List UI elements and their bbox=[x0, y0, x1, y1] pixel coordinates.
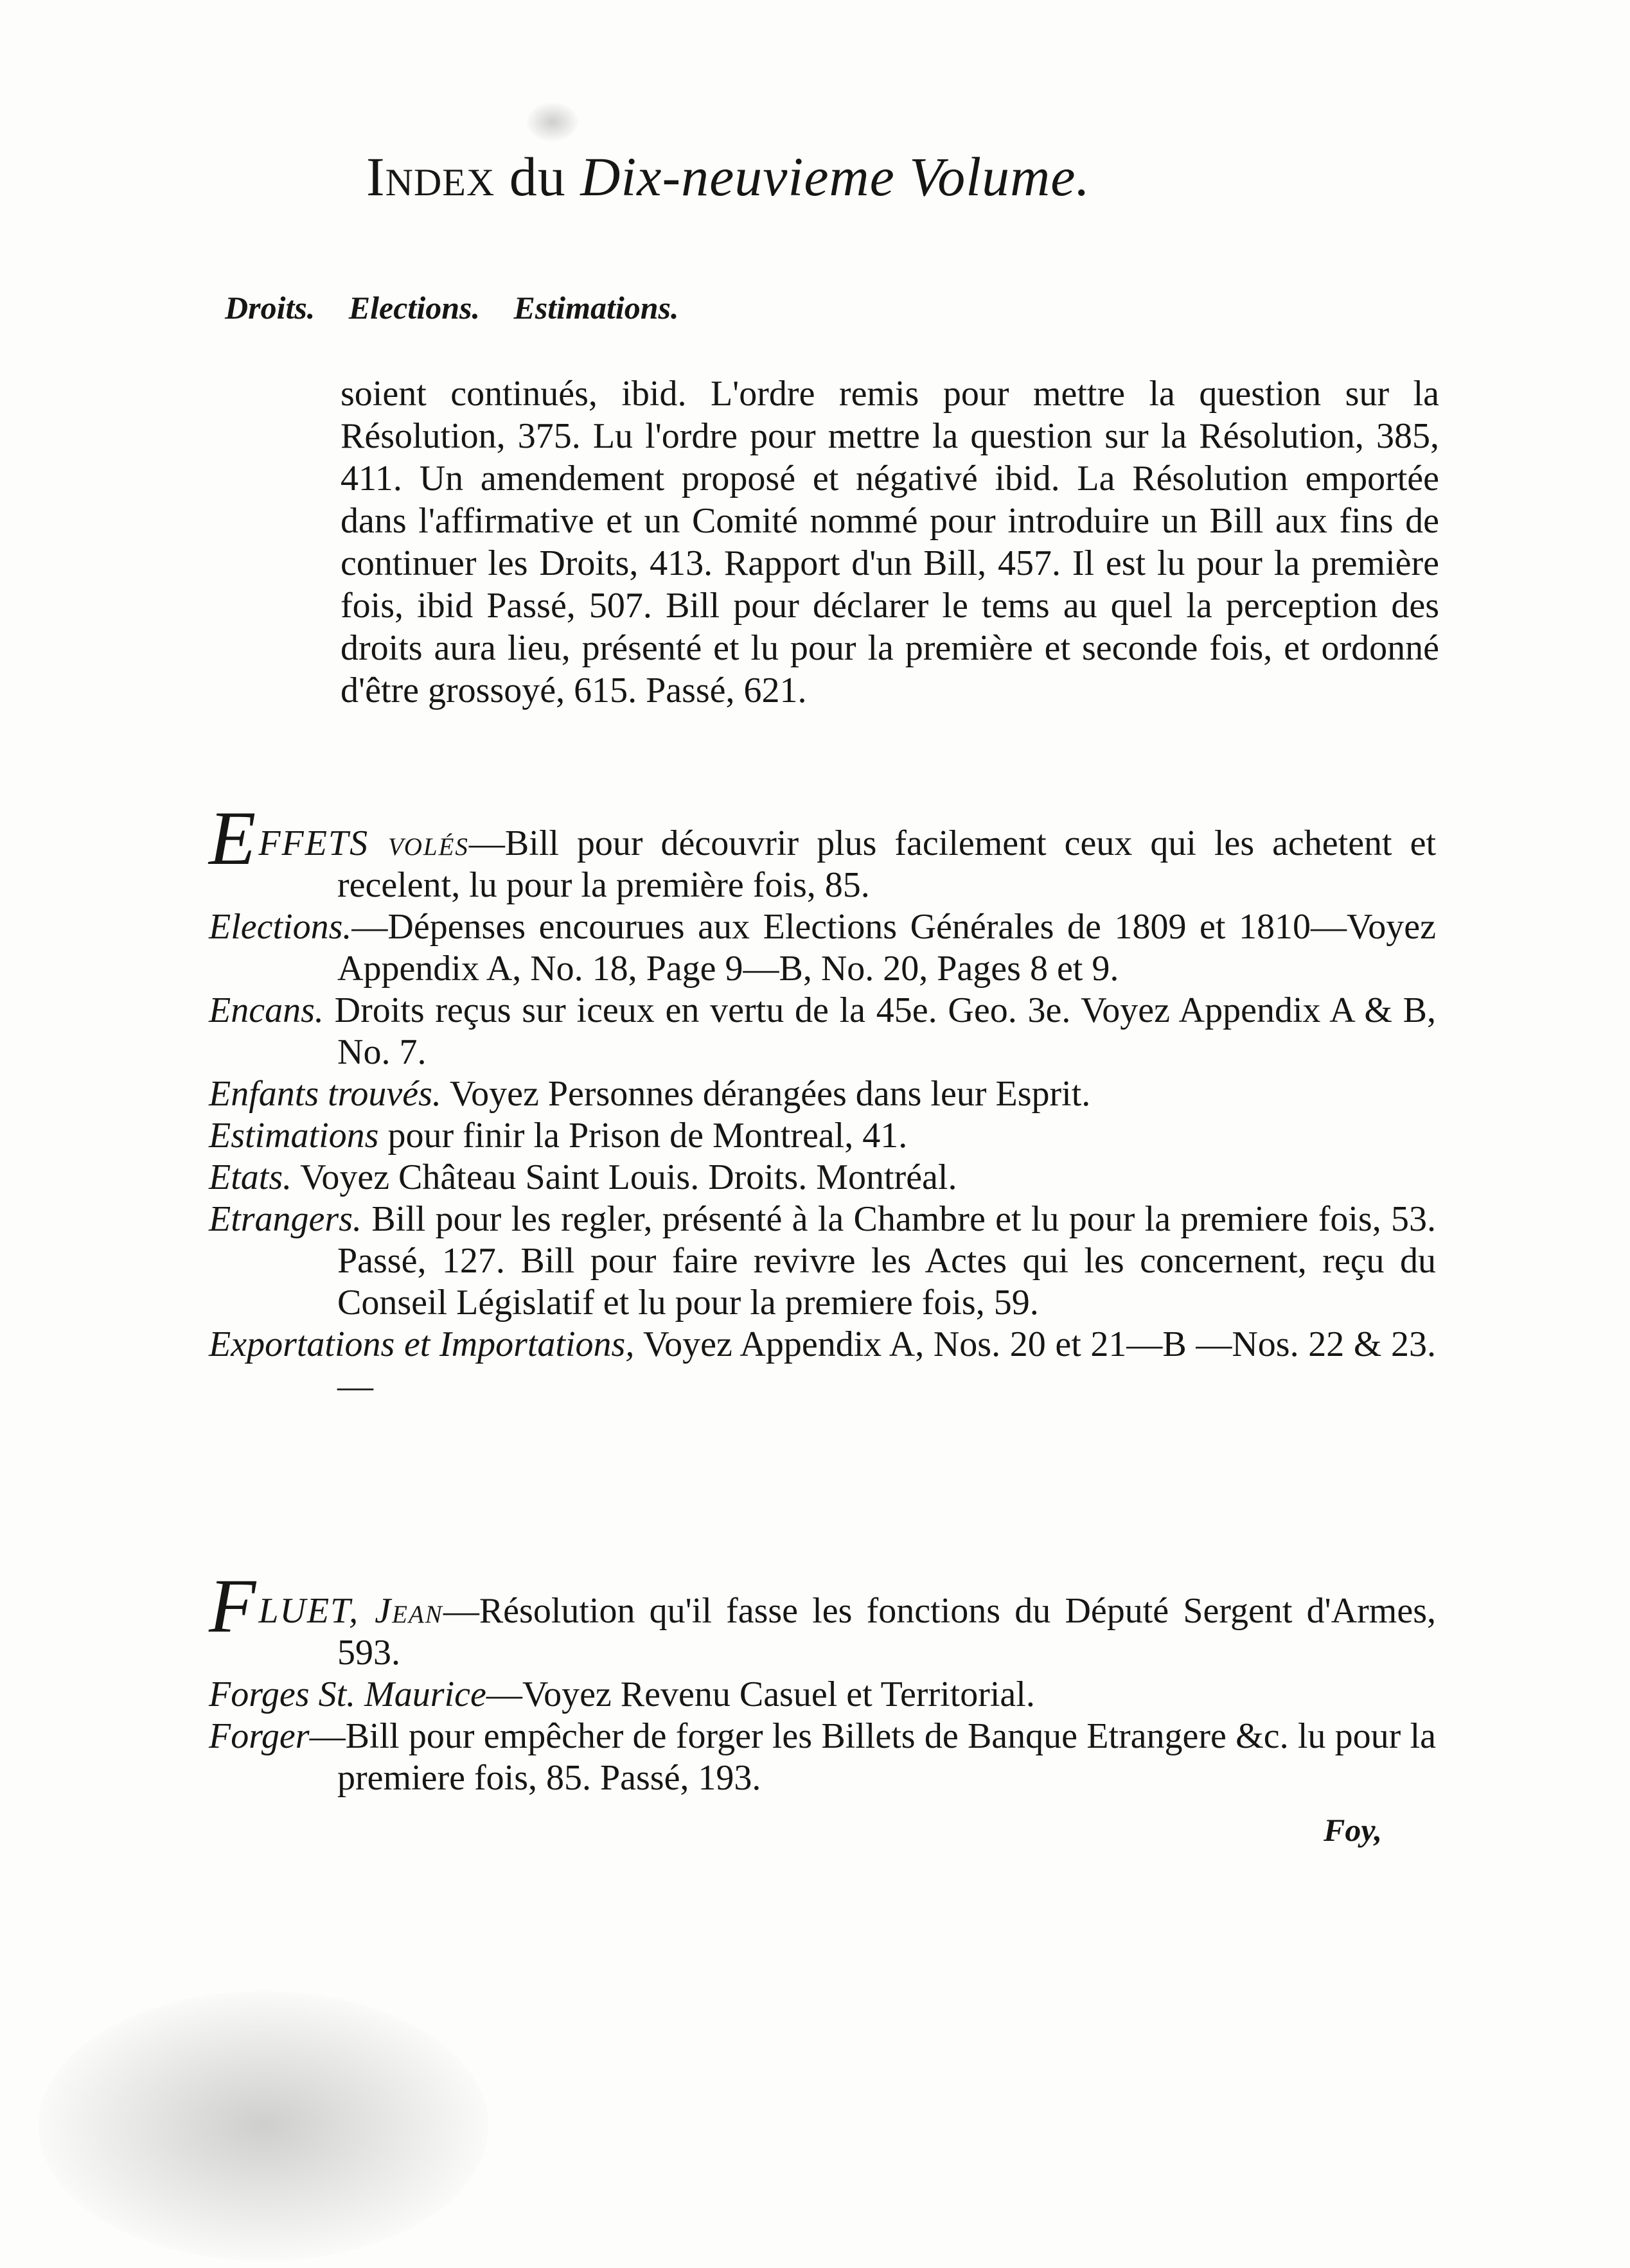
entry-text: pour finir la Prison de Montreal, 41. bbox=[378, 1116, 908, 1156]
entry-head: Encans. bbox=[209, 990, 324, 1030]
entry-head: Forges St. Maurice bbox=[209, 1675, 486, 1714]
entry-head: Estimations bbox=[209, 1116, 379, 1156]
index-entry bbox=[209, 1073, 1436, 1115]
index-entry bbox=[209, 1324, 1436, 1407]
page-title bbox=[366, 141, 1330, 212]
entry-head: FFETS volés bbox=[258, 823, 469, 863]
index-entry bbox=[209, 1674, 1436, 1716]
running-header: Droits. Elections. Estimations. bbox=[225, 290, 679, 326]
entry-head: Etats. bbox=[209, 1157, 292, 1197]
entry-text: Voyez Personnes dérangées dans leur Esprit. bbox=[441, 1074, 1091, 1114]
index-entry bbox=[209, 795, 1437, 906]
section-f bbox=[209, 1563, 1436, 1799]
section-f-dropcap: F bbox=[209, 1563, 256, 1648]
index-entry bbox=[209, 1199, 1436, 1324]
entry-text: Bill pour les regler, présenté à la Chambre et lu pour la premiere fois, 53. Passé, 127. Bill pour faire revivre les Actes qui les concernent, reçu du Conseil Législatif et lu pour la premiere fois, 59. bbox=[337, 1199, 1436, 1323]
title-volume: Dix-neuvieme Volume. bbox=[580, 146, 1090, 207]
entry-head: Exportations et Importations, bbox=[209, 1324, 635, 1364]
entry-head: Etrangers. bbox=[209, 1199, 362, 1239]
title-du: du bbox=[509, 146, 566, 207]
entry-head: LUET, Jean bbox=[258, 1591, 443, 1631]
entry-text: —Résolution qu'il fasse les fonctions du Député Sergent d'Armes, 593. bbox=[337, 1591, 1436, 1673]
index-entry bbox=[209, 906, 1436, 990]
section-e bbox=[209, 795, 1437, 1407]
index-entry bbox=[209, 1716, 1436, 1799]
ink-speck-decoration bbox=[527, 103, 578, 141]
entry-head: Forger bbox=[209, 1716, 310, 1756]
index-entry bbox=[209, 990, 1436, 1073]
catchword: Foy, bbox=[1324, 1812, 1383, 1848]
title-index: Index bbox=[366, 146, 495, 207]
section-e-dropcap: E bbox=[209, 795, 256, 881]
ink-blot-decoration bbox=[39, 1991, 488, 2261]
entry-text: —Dépenses encourues aux Elections Générales de 1809 et 1810—Voyez Appendix A, No. 18, Page 9—B, No. 20, Pages 8 et 9. bbox=[337, 907, 1436, 989]
index-entry bbox=[209, 1115, 1436, 1157]
index-entry bbox=[209, 1157, 1436, 1199]
entry-text: —Bill pour découvrir plus facilement ceux qui les achetent et recelent, lu pour la première fois, 85. bbox=[337, 823, 1437, 905]
entry-head: Elections. bbox=[209, 907, 352, 947]
entry-text: Voyez Appendix A, Nos. 20 et 21—B —Nos. 22 & 23.— bbox=[337, 1324, 1436, 1406]
entry-text: Droits reçus sur iceux en vertu de la 45e. Geo. 3e. Voyez Appendix A & B, No. 7. bbox=[323, 990, 1436, 1072]
entry-text: —Bill pour empêcher de forger les Billets de Banque Etrangere &c. lu pour la premiere fois, 85. Passé, 193. bbox=[309, 1716, 1436, 1798]
index-entry bbox=[209, 1563, 1436, 1674]
entry-text: Voyez Château Saint Louis. Droits. Montréal. bbox=[292, 1157, 957, 1197]
entry-head: Enfants trouvés. bbox=[209, 1074, 441, 1114]
continuation-paragraph: soient continués, ibid. L'ordre remis pour mettre la question sur la Résolution, 375. Lu l'ordre pour mettre la question sur la Résolution, 385, 411. Un amendement proposé et négativé ibid. La Résolution emportée dans l'affirmative et un Comité nommé pour introduire un Bill aux fins de continuer les Droits, 413. Rapport d'un Bill, 457. Il est lu pour la première fois, ibid Passé, 507. Bill pour déclarer le tems au quel la perception des droits aura lieu, présenté et lu pour la première et seconde fois, et ordonné d'être grossoyé, 615. Passé, 621. bbox=[341, 374, 1439, 710]
entry-text: —Voyez Revenu Casuel et Territorial. bbox=[486, 1675, 1035, 1714]
